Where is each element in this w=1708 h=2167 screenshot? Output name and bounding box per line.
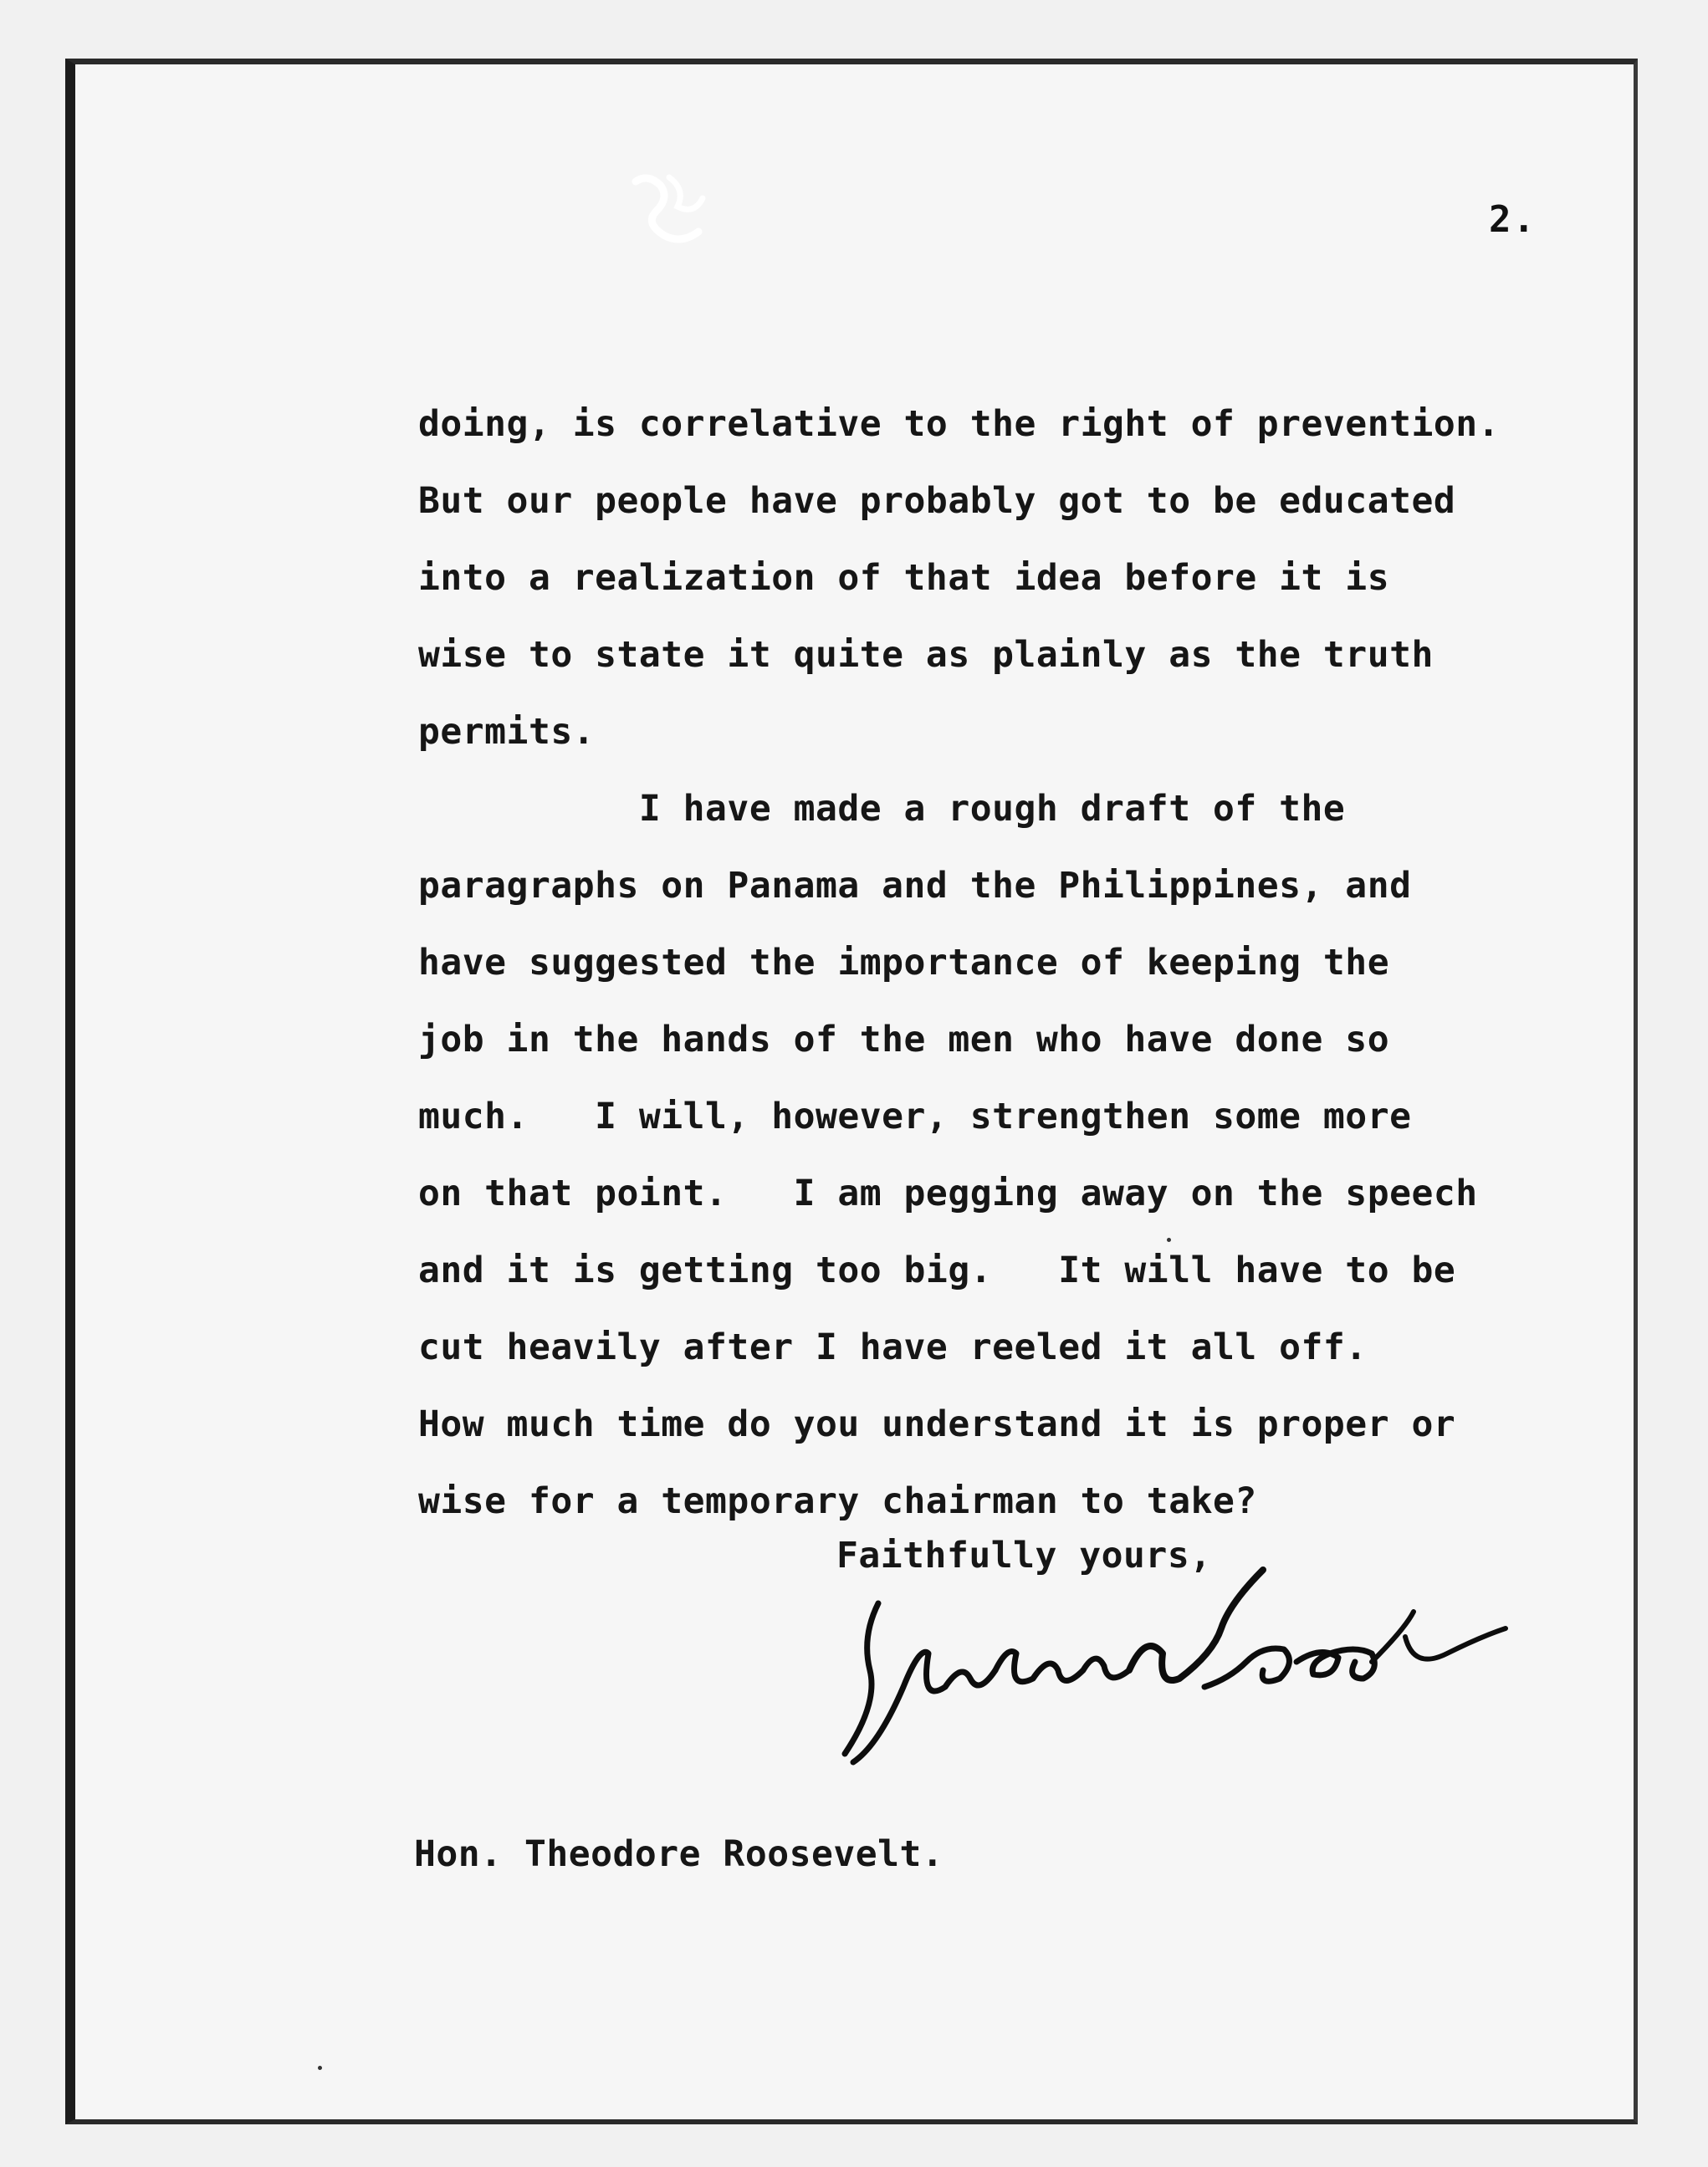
body-line-7: paragraphs on Panama and the Philippines, and: [418, 865, 1412, 907]
body-line-5: permits.: [418, 711, 596, 753]
paper-speck: [1167, 1238, 1171, 1242]
body-line-14: How much time do you understand it is proper or: [418, 1403, 1456, 1445]
body-line-6: I have made a rough draft of the: [418, 788, 1346, 830]
page-number: 2.: [1489, 198, 1537, 241]
body-line-4: wise to state it quite as plainly as the truth: [418, 634, 1434, 676]
body-line-12: and it is getting too big. It will have to be: [418, 1250, 1456, 1291]
body-line-3: into a realization of that idea before it is: [418, 557, 1390, 599]
handwritten-signature: [828, 1553, 1581, 1787]
body-line-9: job in the hands of the men who have done so: [418, 1019, 1390, 1061]
body-line-2: But our people have probably got to be educated: [418, 480, 1456, 522]
body-line-11: on that point. I am pegging away on the speech: [418, 1173, 1478, 1214]
addressee: Hon. Theodore Roosevelt.: [414, 1833, 944, 1875]
body-line-15: wise for a temporary chairman to take?: [418, 1480, 1257, 1522]
body-line-8: have suggested the importance of keeping the: [418, 942, 1390, 984]
body-line-1: doing, is correlative to the right of prevention.: [418, 403, 1501, 445]
faint-stamp-mark: [619, 165, 719, 257]
paper-speck: [318, 2066, 322, 2070]
closing-salutation: Faithfully yours,: [836, 1535, 1212, 1577]
letter-page: [65, 59, 1638, 2124]
body-line-13: cut heavily after I have reeled it all off.: [418, 1326, 1368, 1368]
body-line-10: much. I will, however, strengthen some more: [418, 1096, 1412, 1137]
